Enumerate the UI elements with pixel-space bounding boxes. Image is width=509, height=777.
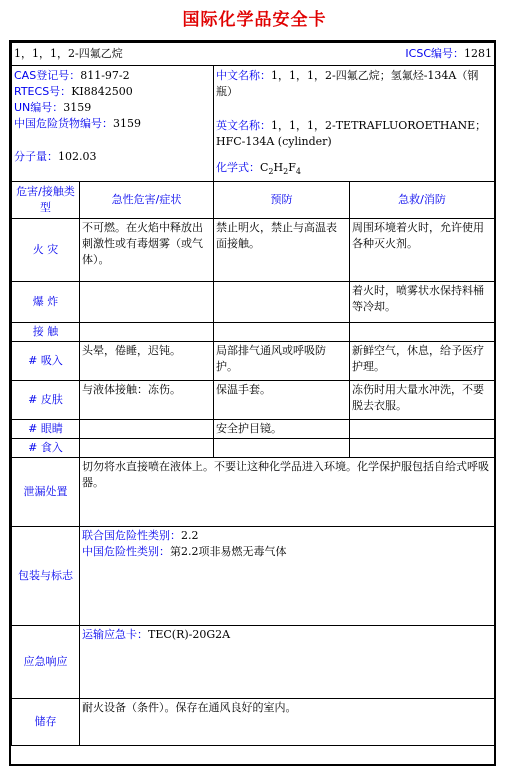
row-type-ingestion: # 食入 [12,439,80,458]
column-header-type: 危害/接触类型 [12,182,80,219]
spill-text: 切勿将水直接喷在液体上。不要让这种化学品进入环境。化学保护服包括自给式呼吸器。 [80,458,495,527]
storage-text: 耐火设备（条件）。保存在通风良好的室内。 [80,699,495,746]
en-name-value: 1，1，1，2-TETRAFLUOROETHANE；HFC-134A (cylinder) [216,119,487,148]
cn-hazard-value: 3159 [113,117,141,130]
cell-prevention: 禁止明火，禁止与高温表面接触。 [214,219,350,282]
emergency-label: 应急响应 [12,626,80,699]
cell-prevention: 保温手套。 [214,381,350,420]
un-class-label: 联合国危险性类别： [82,529,181,543]
identifiers-row [12,66,495,182]
cell-first-aid [350,420,495,439]
cell-prevention: 安全护目镜。 [214,420,350,439]
table-row [12,420,495,439]
cell-symptoms [80,439,214,458]
spill-row [12,458,495,527]
cell-symptoms: 不可燃。在火焰中释放出刺激性或有毒烟雾（或气体）。 [80,219,214,282]
mw-value: 102.03 [58,150,97,163]
column-header-row [12,182,495,219]
icsc-value: 1281 [464,47,492,60]
cell-symptoms [80,282,214,323]
un-value: 3159 [63,101,92,114]
column-header-first-aid: 急救/消防 [350,182,495,219]
header-row [12,43,495,66]
cell-symptoms [80,323,214,342]
cas-label: CAS登记号： [14,69,81,82]
safety-card [9,40,496,766]
un-class-value: 2.2 [181,529,199,543]
chemical-name: 1，1，1，2-四氟乙烷 [14,47,123,60]
cell-first-aid [350,439,495,458]
page-title: 国际化学品安全卡 [182,10,327,30]
cn-class-value: 第2.2项非易燃无毒气体 [170,545,287,559]
spill-label: 泄漏处置 [12,458,80,527]
cell-prevention [214,439,350,458]
table-row [12,323,495,342]
cell-symptoms: 与液体接触：冻伤。 [80,381,214,420]
en-name-label: 英文名称： [216,119,271,132]
row-type-eyes: # 眼睛 [12,420,80,439]
cell-prevention [214,282,350,323]
cell-first-aid [350,323,495,342]
cell-first-aid: 冻伤时用大量水冲洗，不要脱去衣服。 [350,381,495,420]
cell-symptoms: 头晕，倦睡，迟钝。 [80,342,214,381]
row-type-skin: # 皮肤 [12,381,80,420]
emergency-row [12,626,495,699]
row-type-fire: 火 灾 [12,219,80,282]
storage-label: 储存 [12,699,80,746]
emergency-card-value: TEC(R)-20G2A [148,628,231,642]
rtecs-label: RTECS号： [14,85,72,98]
column-header-symptoms: 急性危害/症状 [80,182,214,219]
icsc-label: ICSC编号： [405,47,464,60]
cn-class-label: 中国危险性类别： [82,545,170,559]
safety-card-table [11,42,495,746]
cell-first-aid: 周围环境着火时，允许使用各种灭火剂。 [350,219,495,282]
formula-label: 化学式： [216,161,260,174]
rtecs-value: KI8842500 [71,85,133,98]
emergency-card-label: 运输应急卡： [82,628,148,642]
row-type-explosion: 爆 炸 [12,282,80,323]
cell-first-aid: 新鲜空气，休息，给予医疗护理。 [350,342,495,381]
cell-symptoms [80,420,214,439]
table-row [12,381,495,420]
cn-name-value: 1，1，1，2-四氟乙烷；氢氟烃-134A（钢瓶） [216,69,479,98]
cn-hazard-label: 中国危险货物编号： [14,117,113,130]
storage-row [12,699,495,746]
un-label: UN编号： [14,101,64,114]
row-type-contact: 接 触 [12,323,80,342]
packaging-row [12,527,495,626]
cn-name-label: 中文名称： [216,69,271,82]
table-row [12,219,495,282]
cell-first-aid: 着火时，喷雾状水保持料桶等冷却。 [350,282,495,323]
table-row [12,282,495,323]
formula-value: $C_2H_2F_4$ [260,161,301,177]
cell-prevention [214,323,350,342]
table-row [12,342,495,381]
cas-value: 811-97-2 [80,69,130,82]
column-header-prevention: 预防 [214,182,350,219]
packaging-label: 包装与标志 [12,527,80,626]
row-type-inhalation: # 吸入 [12,342,80,381]
mw-label: 分子量： [14,150,58,163]
cell-prevention: 局部排气通风或呼吸防护。 [214,342,350,381]
table-row [12,439,495,458]
